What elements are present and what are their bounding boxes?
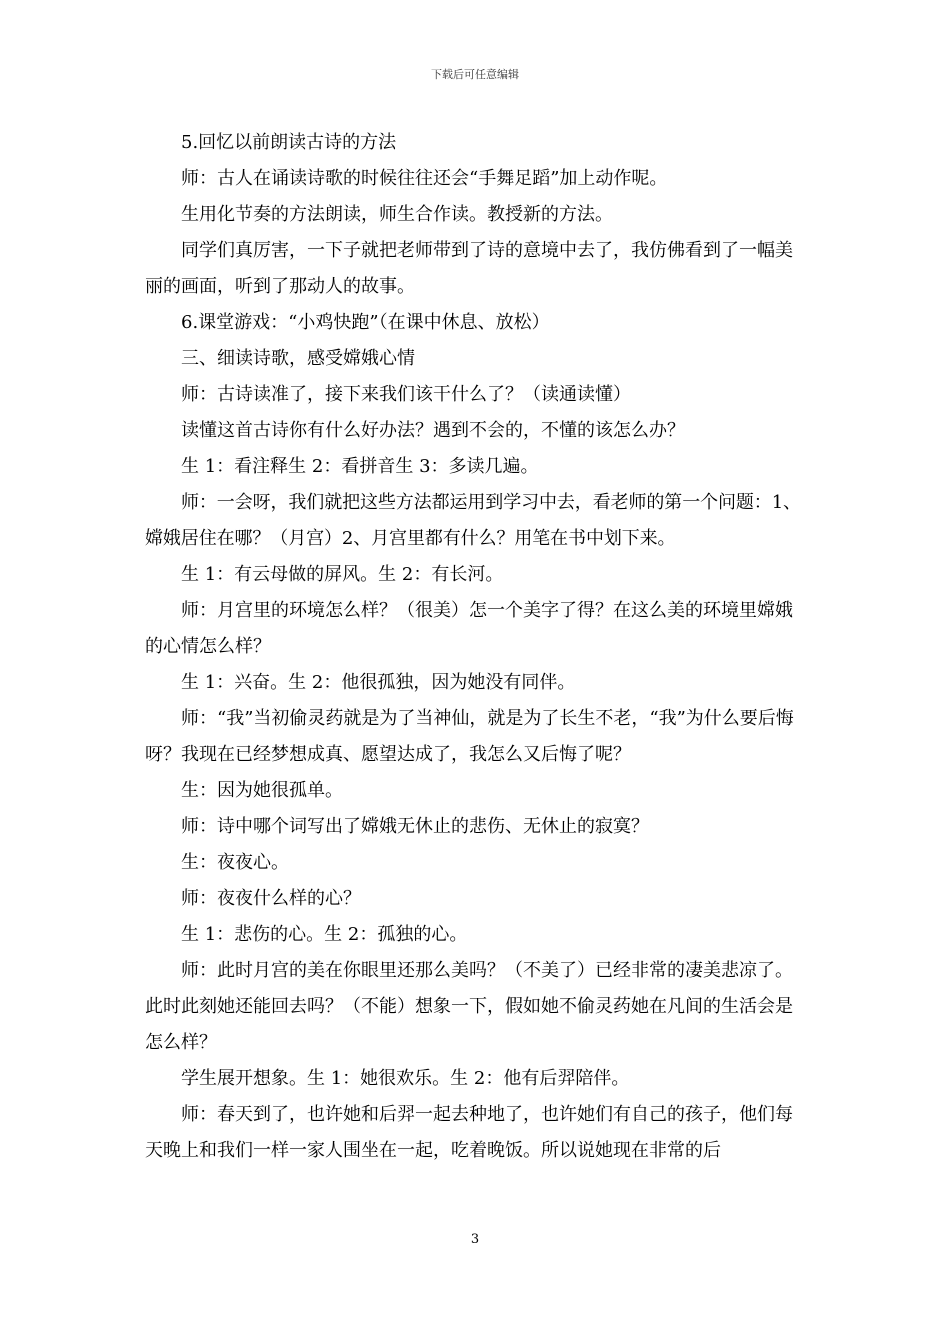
paragraph: 生：夜夜心。 — [181, 852, 289, 873]
paragraph: 生用化节奏的方法朗读，师生合作读。教授新的方法。 — [181, 204, 613, 225]
paragraph: 师：诗中哪个词写出了嫦娥无休止的悲伤、无休止的寂寞？ — [181, 816, 649, 837]
page-header: 下载后可任意编辑 — [431, 68, 519, 81]
paragraph: 6.课堂游戏：“小鸡快跑”（在课中休息、放松） — [181, 312, 550, 333]
page-number: 3 — [470, 1232, 480, 1247]
paragraph: 同学们真厉害，一下子就把老师带到了诗的意境中去了，我仿佛看到了一幅美丽的画面，听到了那动人的故事。 — [145, 240, 793, 297]
paragraph: 读懂这首古诗你有什么好办法？遇到不会的，不懂的该怎么办？ — [181, 420, 685, 441]
document-body — [145, 125, 810, 1169]
paragraph: 生 1：悲伤的心。生 2：孤独的心。 — [181, 924, 468, 945]
paragraph: 师：此时月宫的美在你眼里还那么美吗？（不美了）已经非常的凄美悲凉了。此时此刻她还能回去吗？（不能）想象一下，假如她不偷灵药她在凡间的生活会是怎么样？ — [145, 960, 793, 1053]
paragraph: 师：古诗读准了，接下来我们该干什么了？（读通读懂） — [181, 384, 631, 405]
paragraph: 三、细读诗歌，感受嫦娥心情 — [181, 348, 415, 369]
paragraph: 师：夜夜什么样的心？ — [181, 888, 361, 909]
paragraph: 生 1：看注释生 2：看拼音生 3：多读几遍。 — [181, 456, 539, 477]
paragraph: 生：因为她很孤单。 — [181, 780, 343, 801]
paragraph: 师：春天到了，也许她和后羿一起去种地了，也许她们有自己的孩子，他们每天晚上和我们一样一家人围坐在一起，吃着晚饭。所以说她现在非常的后 — [145, 1104, 793, 1161]
paragraph: 生 1：有云母做的屏风。生 2：有长河。 — [181, 564, 504, 585]
paragraph: 师：月宫里的环境怎么样？（很美）怎一个美字了得？在这么美的环境里嫦娥的心情怎么样？ — [145, 600, 793, 657]
paragraph: 师：一会呀，我们就把这些方法都运用到学习中去，看老师的第一个问题：1、嫦娥居住在哪？（月宫）2、月宫里都有什么？用笔在书中划下来。 — [145, 492, 801, 549]
paragraph: 生 1：兴奋。生 2：他很孤独，因为她没有同伴。 — [181, 672, 576, 693]
paragraph: 5.回忆以前朗读古诗的方法 — [181, 132, 397, 153]
paragraph: 师：“我”当初偷灵药就是为了当神仙，就是为了长生不老，“我”为什么要后悔呀？我现在已经梦想成真、愿望达成了，我怎么又后悔了呢？ — [145, 708, 794, 765]
paragraph: 学生展开想象。生 1：她很欢乐。生 2：他有后羿陪伴。 — [181, 1068, 630, 1089]
paragraph: 师：古人在诵读诗歌的时候往往还会“手舞足蹈”加上动作呢。 — [181, 168, 668, 189]
